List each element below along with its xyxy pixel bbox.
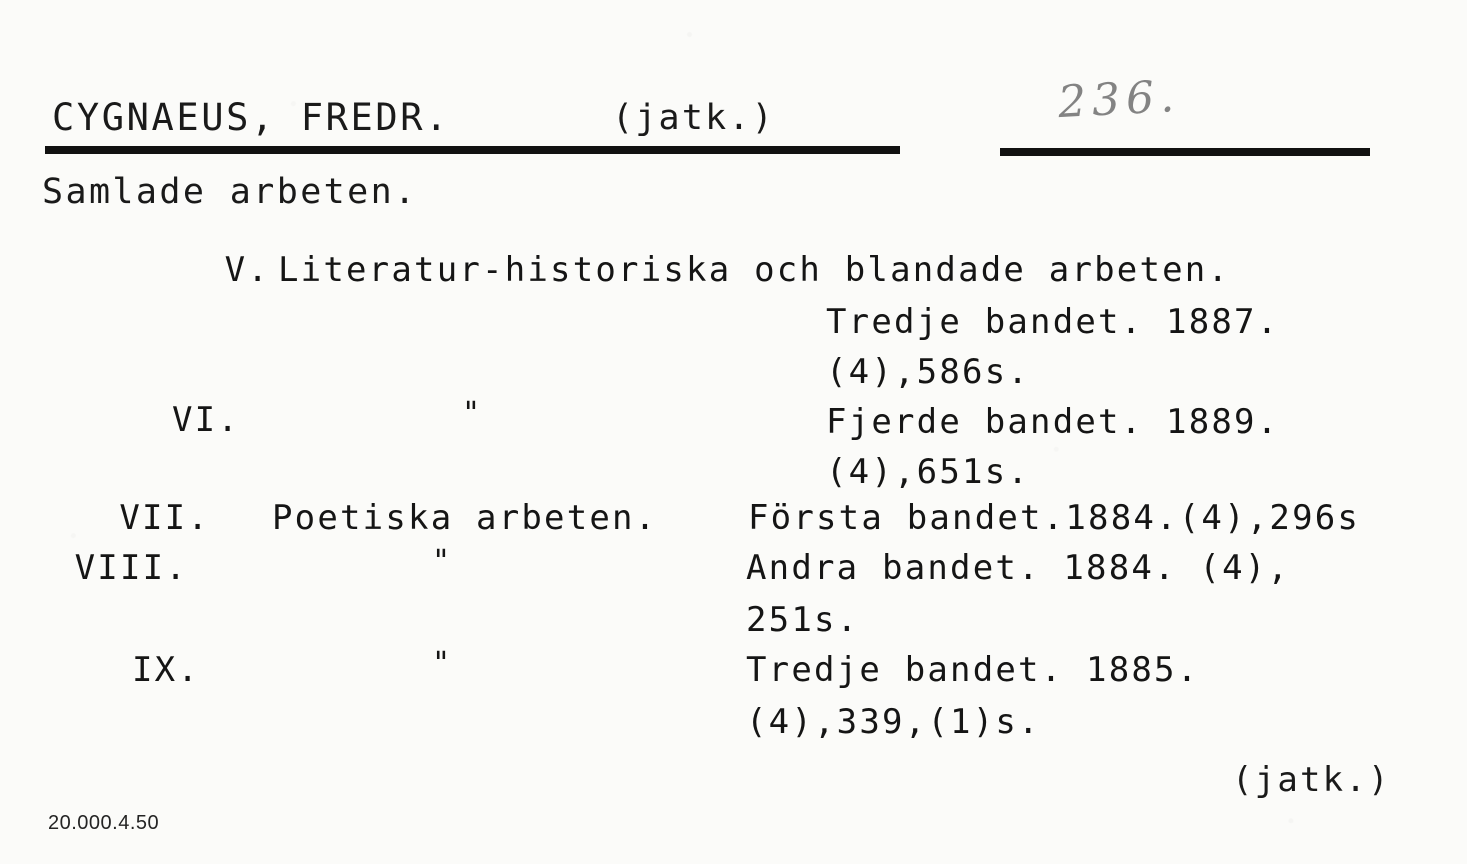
heading-underline-left <box>45 146 900 154</box>
volume-number: V. <box>224 250 270 290</box>
heading-continuation-marker: (jatk.) <box>612 98 775 138</box>
volume-description: " <box>432 544 453 579</box>
volume-extent-line: (4),586s. <box>826 352 1031 392</box>
title-statement: Samlade arbeten. <box>42 172 418 212</box>
volume-description: Poetiska arbeten. <box>272 498 658 538</box>
volume-number: VII. <box>119 498 210 538</box>
volume-number: VI. <box>171 400 240 440</box>
card-number: 236. <box>1056 70 1182 129</box>
volume-description: Literatur-historiska och blandade arbeten. <box>278 250 1231 290</box>
volume-extent-line: (4),651s. <box>826 452 1031 492</box>
volume-description: " <box>432 646 453 681</box>
volume-extent-line: Tredje bandet. 1885. <box>746 650 1200 690</box>
volume-number: VIII. <box>74 548 188 588</box>
volume-extent-line: (4),339,(1)s. <box>746 702 1041 742</box>
volume-number: IX. <box>131 650 200 690</box>
volume-extent-line: Första bandet.1884.(4),296s <box>748 498 1361 538</box>
volume-extent-line: 251s. <box>746 600 860 640</box>
print-code: 20.000.4.50 <box>48 812 160 834</box>
volume-description: " <box>462 396 483 431</box>
volume-extent-line: Fjerde bandet. 1889. <box>826 402 1280 442</box>
heading-author: CYGNAEUS, FREDR. <box>52 96 451 139</box>
volume-extent-line: Tredje bandet. 1887. <box>826 302 1280 342</box>
heading-underline-right <box>1000 148 1370 156</box>
volume-extent-line: Andra bandet. 1884. (4), <box>746 548 1291 588</box>
footer-continuation-marker: (jatk.) <box>1232 760 1391 800</box>
